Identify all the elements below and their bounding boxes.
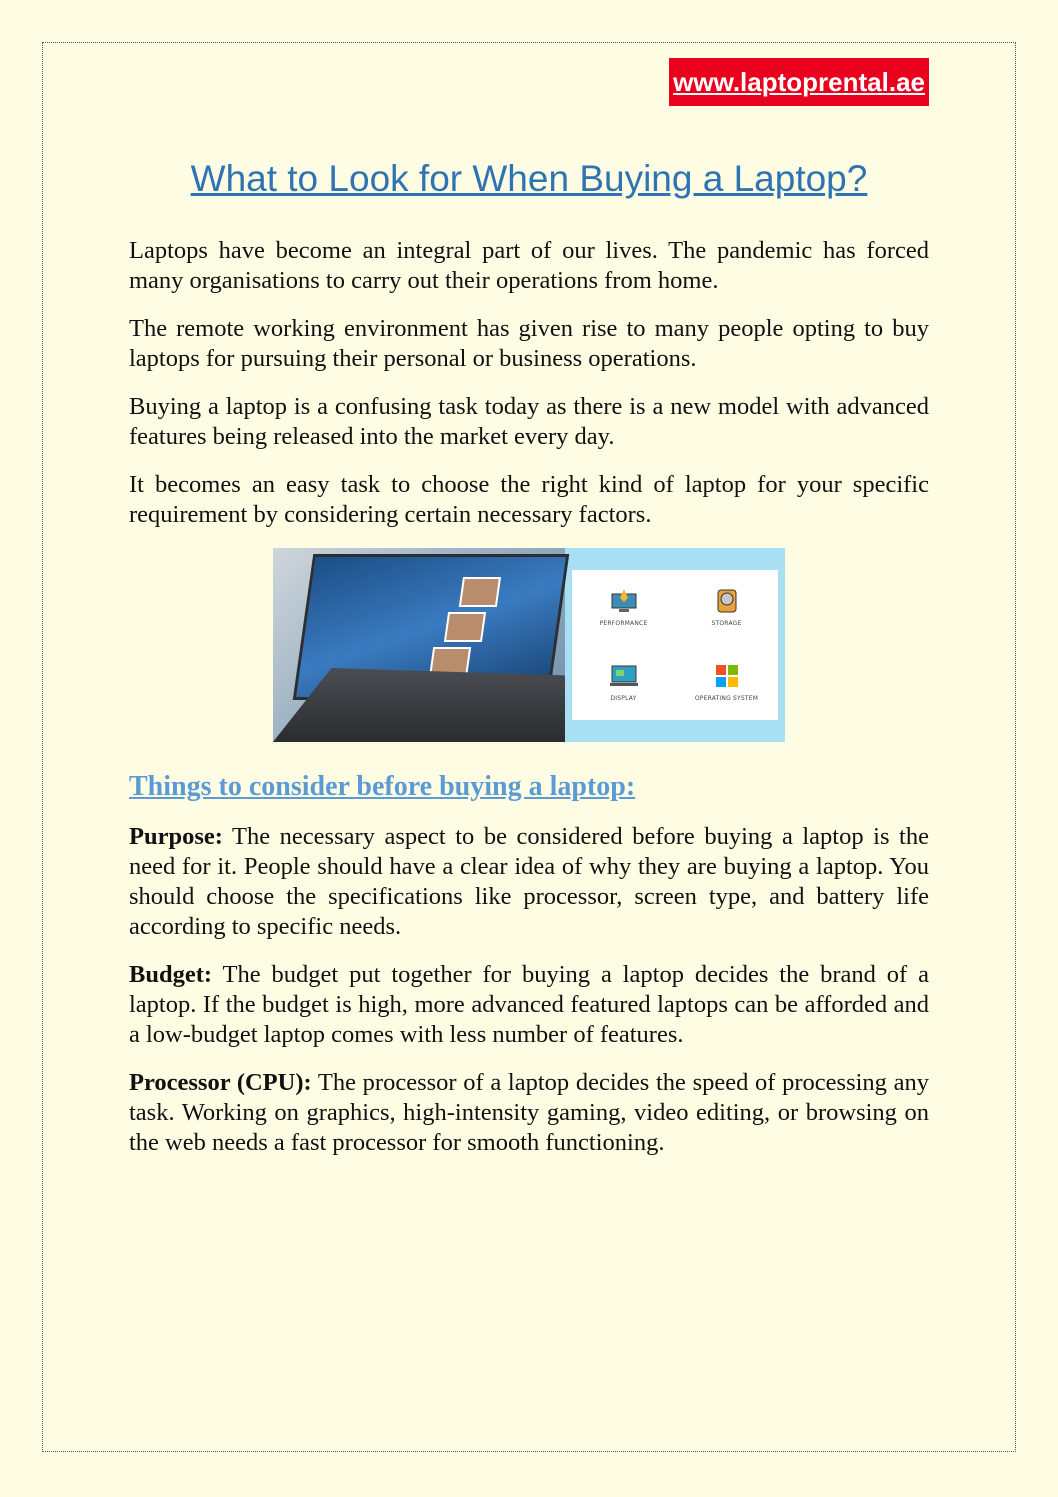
consideration-label: Budget: — [129, 961, 213, 988]
consideration-text: The budget put together for buying a laptop decides the brand of a laptop. If the budget is high, more advanced featured laptops can be afforded and a low-budget laptop comes with less number of features. — [129, 961, 929, 1048]
article-body — [129, 236, 929, 1176]
section-heading: Things to consider before buying a laptop: — [129, 771, 636, 802]
consideration-budget — [129, 960, 929, 1050]
consideration-label: Processor (CPU): — [129, 1069, 312, 1096]
feature-panel — [565, 548, 785, 742]
consideration-text: The necessary aspect to be considered before buying a laptop is the need for it. People should have a clear idea of why they are buying a laptop. You should choose the specifications like processor, screen type, and battery life according to specific needs. — [129, 823, 929, 940]
intro-paragraph: Laptops have become an integral part of our lives. The pandemic has forced many organisations to carry out their operations from home. — [129, 237, 929, 294]
feature-label: PERFORMANCE — [599, 620, 648, 627]
feature-label: OPERATING SYSTEM — [694, 695, 759, 702]
consideration-processor — [129, 1068, 929, 1158]
feature-label: DISPLAY — [610, 695, 637, 702]
consideration-purpose — [129, 822, 929, 942]
intro-paragraph: Buying a laptop is a confusing task today as there is a new model with advanced features being released into the market every day. — [129, 393, 929, 450]
intro-paragraph: It becomes an easy task to choose the right kind of laptop for your specific requirement by considering certain necessary factors. — [129, 471, 929, 528]
feature-label: STORAGE — [711, 620, 742, 627]
hard-drive-icon — [712, 588, 742, 614]
site-url-link[interactable]: www.laptoprental.ae — [669, 58, 929, 106]
feature-storage — [675, 570, 778, 645]
page-title: What to Look for When Buying a Laptop? — [190, 158, 868, 199]
laptop-photo — [273, 548, 565, 742]
consideration-label: Purpose: — [129, 823, 223, 850]
consideration-text: The processor of a laptop decides the speed of processing any task. Working on graphics, high-intensity gaming, video editing, or browsing on the web needs a fast processor for smooth functioning. — [129, 1069, 929, 1156]
intro-paragraph: The remote working environment has given rise to many people opting to buy laptops for pursuing their personal or business operations. — [129, 315, 929, 372]
laptop-features-image — [273, 548, 785, 742]
feature-display — [572, 645, 675, 720]
feature-operating-system — [675, 645, 778, 720]
windows-logo-icon — [712, 663, 742, 689]
feature-card — [572, 570, 778, 720]
display-icon — [609, 663, 639, 689]
rocket-monitor-icon — [609, 588, 639, 614]
feature-performance — [572, 570, 675, 645]
